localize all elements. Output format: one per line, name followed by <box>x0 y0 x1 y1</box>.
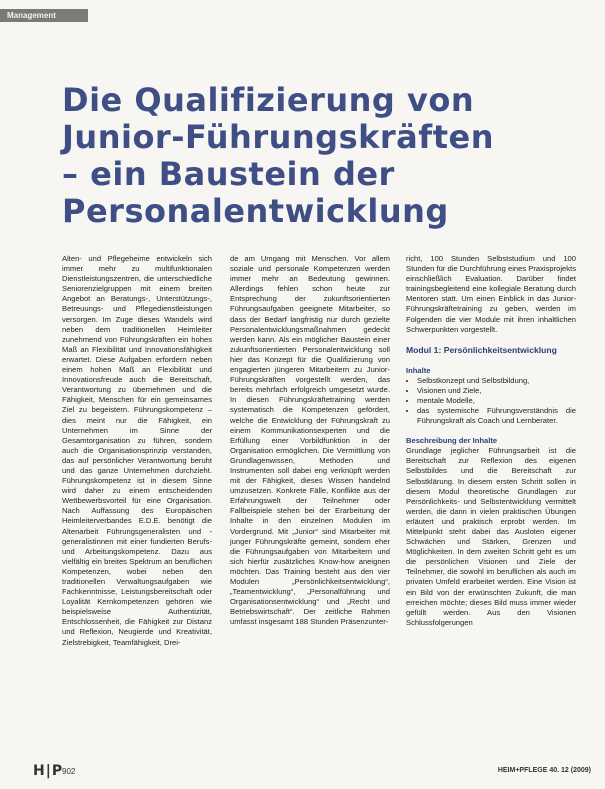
page-footer <box>0 755 605 789</box>
beschreibung-heading: Beschreibung der Inhalte <box>406 436 498 446</box>
list-item: • Selbstkonzept und Selbstbildung, <box>417 376 576 386</box>
column-1 <box>62 254 212 648</box>
column-3 <box>406 254 576 628</box>
list-item: • Visionen und Ziele, <box>417 386 576 396</box>
inhalte-list <box>406 376 576 426</box>
title-line: Personalentwicklung <box>62 192 449 230</box>
title-line: – ein Baustein der <box>62 155 395 193</box>
inhalte-heading: Inhalte <box>406 365 431 375</box>
column-2 <box>230 254 390 627</box>
section-tag: Management <box>0 9 88 22</box>
journal-citation: HEIM+PFLEGE 40. 12 (2009) <box>497 767 591 774</box>
page-number: 902 <box>62 767 76 776</box>
brand-logo: H|P <box>33 763 64 779</box>
title-line: Die Qualifizierung von <box>62 81 475 119</box>
list-item: • mentale Modelle, <box>417 396 576 406</box>
article-title <box>62 82 582 230</box>
body-text: de am Umgang mit Menschen. Vor allem soziale und personale Kompetenzen werden immer mehr an Bedeutung gewinnen. Allerdings fehlen schon heute zur Entsprechung der zukunftsorientierten Führungsaufgaben geeignete Mitarbeiter, so dass der Bedarf langfristig nur durch gezielte Personalentwicklungsmaßnahmen gedeckt werden kann. Als ein möglicher Baustein einer zukunftsorientierten Personalentwicklung soll hier das Konzept für die Qualifizierung von engagierten jüngeren Mitarbeitern zu Junior-Führungskräften vorgestellt werden, das bereits mehrfach erfolgreich umgesetzt wurde. In diesen Führungskräftetraining werden systematisch die Kompetenzen gefördert, welche die Entwicklung der Führungskraft zu einem Kommunikationsexperten und die Erfüllung einer Vorbildfunktion in der Organisation ermöglichen. Die Vermittlung von Grundlagenwissen, Methoden und Instrumenten soll dabei eng verknüpft werden mit der Fähigkeit, dieses Wissen handelnd umzusetzen. Konkrete Fälle, Konflikte aus der Erfahrungswelt der Teilnehmer oder Fallbeispiele stehen bei der Erarbeitung der Inhalte in den einzelnen Modulen im Vordergrund. Mit „Junior“ sind Mitarbeiter mit junger Führungskräfte gemeint, sondern eher die Führungsaufgaben von Mitarbeitern und sich hierfür zusätzliches Know-how aneignen möchten. Das Training besteht aus den vier Modulen „Persönlichkeitsentwicklung“, „Teamentwicklung“, „Personalführung und Organisationsentwicklung“ und „Recht und Betriebswirtschaft“. Der zeitliche Rahmen umfasst insgesamt 188 Stunden Präsenzunter- <box>230 254 390 627</box>
body-text: richt, 100 Stunden Selbststudium und 100 Stunden für die Durchführung eines Praxisprojekts einschließlich Evaluation. Darüber findet trainingsbegleitend eine kollegiale Beratung durch Mentoren statt. Um einen Einblick in das Junior-Führungskräftetraining zu geben, werden im Folgenden die vier Module mit ihren inhaltlichen Schwerpunkten vorgestellt. <box>406 254 576 334</box>
title-line: Junior-Führungskräften <box>62 118 494 156</box>
body-text: Grundlage jeglicher Führungsarbeit ist die Bereitschaft zur Reflexion des eigenen Selbstbildes und die Bereitschaft zur Selbstklärung. In diesem ersten Schritt sollen in diesem Modul theoretische Grundlagen zur Persönlichkeits- und Selbstentwicklung vermittelt werden, die dann in vielen praktischen Übungen erläutert und praktisch erprobt werden. Im Mittelpunkt steht dabei das Ausloten eigener Schwächen und Stärken, Grenzen und Möglichkeiten. In dem zweiten Schritt geht es um die persönlichen Visionen und Ziele der Teilnehmer, die sowohl im beruflichen als auch im privaten Umfeld erarbeitet werden. Eine Vision ist ein Bild von der erwünschten Zukunft, die man erreichen möchte; dieses Bild muss immer wieder gefüllt werden. Aus den Visionen Schlussfolgerungen <box>406 446 576 627</box>
module-heading: Modul 1: Persönlichkeitsentwicklung <box>406 344 557 355</box>
body-text: Alten- und Pflegeheime entwickeln sich immer mehr zu multifunktionalen Dienstleistungszentren, die unterschiedliche Seniorenzielgruppen mit einem breiten Angebot an Beratungs-, Unterstützungs-, Betreuungs- und Pflegedienstleistungen versorgen. Im Zuge dieses Wandels wird neben dem traditionellen Heimleiter zunehmend von Führungskräften ein hohes Maß an Flexibilität und Innovationsfähigkeit erwartet. Diese Aufgaben erfordern neben einem hohen Maß an Flexibilität und Innovationsfreude auch die Bereitschaft, Verantwortung zu übernehmen und die Fähigkeit, Menschen für ein gemeinsames Ziel zu begeistern. Führungskompetenz – dies meint nur die Fähigkeit, ein Unternehmen im Sinne der Gesamtorganisation zu führen, sondern auch die Organisationsprinzip verstanden, das auf persönlicher Verantwortung beruht und das ganze Unternehmen durchzieht. Führungskompetenz ist in diesem Sinne wird daher zu einem entscheidenden Wettbewerbsvorteil für eine Organisation. Nach Auffassung des Europäischen Heimleiterverbandes E.D.E. benötigt die Altenarbeit Führungsgeneralisten und -generalistinnen mit einer fundierten Berufs- und Arbeitungskompetenz. Dazu aus vielfältig ein breites Spektrum an beruflichen Kompetenzen, wobei neben den traditionellen Verwaltungsaufgaben wie Fachkenntnisse, Leistungsbereitschaft oder Loyalität Kernkompetenzen gehören wie beispielsweise Authentizität, Entschlossenheit, die Fähigkeit zur Distanz und Reflexion, Neugierde und Kreativität, Zielstrebigkeit, Teamfähigkeit, Drei- <box>62 254 212 647</box>
list-item: • das systemische Führungsverständnis die Führungskraft als Coach und Lernberater. <box>417 406 576 426</box>
